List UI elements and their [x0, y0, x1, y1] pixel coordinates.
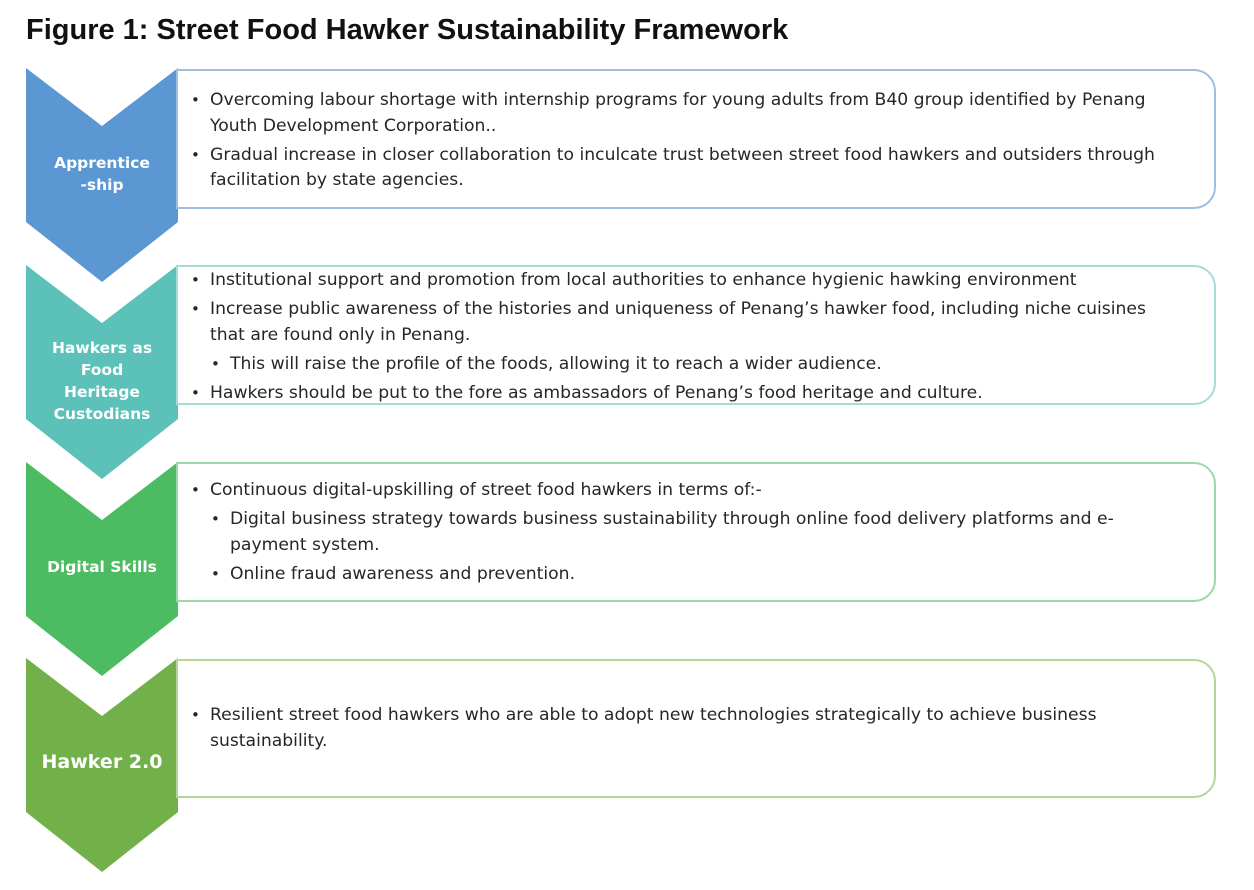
- bullet-list: [178, 478, 1176, 587]
- sub-bullet-item: • This will raise the profile of the foods, allowing it to reach a wider audience.: [178, 352, 1176, 378]
- bullet-list: [178, 268, 1176, 406]
- bullet-list: [178, 88, 1176, 194]
- bullet-item: • Gradual increase in closer collaboration to inculcate trust between street food hawkers and outsiders through facilitation by state agencies.: [178, 143, 1176, 194]
- bullet-item: • Resilient street food hawkers who are able to adopt new technologies strategically to achieve business sustainability.: [178, 703, 1176, 754]
- bullet-item: • Continuous digital-upskilling of street food hawkers in terms of:-: [178, 478, 1176, 504]
- stage-label: Apprentice -ship: [54, 154, 150, 194]
- stage-description-box: [176, 69, 1216, 209]
- bullet-item: • Institutional support and promotion from local authorities to enhance hygienic hawking environment: [178, 268, 1176, 294]
- stage-description-box: [176, 462, 1216, 602]
- bullet-item: • Hawkers should be put to the fore as ambassadors of Penang’s food heritage and culture.: [178, 381, 1176, 407]
- stage-description-box: [176, 659, 1216, 798]
- stage-chevron: [26, 658, 178, 872]
- stage-chevron: [26, 462, 178, 676]
- stage-label: Hawkers as Food Heritage Custodians: [51, 339, 153, 423]
- stage-label: Digital Skills: [47, 558, 157, 576]
- bullet-item: • Overcoming labour shortage with internship programs for young adults from B40 group identified by Penang Youth Development Corporation..: [178, 88, 1176, 139]
- stage-chevron: [26, 265, 178, 479]
- sub-bullet-item: • Digital business strategy towards business sustainability through online food delivery platforms and e-payment system.: [178, 507, 1176, 558]
- bullet-list: [178, 703, 1176, 754]
- sub-bullet-item: • Online fraud awareness and prevention.: [178, 562, 1176, 588]
- stage-label: Hawker 2.0: [41, 751, 163, 773]
- figure-title: Figure 1: Street Food Hawker Sustainability Framework: [26, 14, 789, 46]
- bullet-item: • Increase public awareness of the histories and uniqueness of Penang’s hawker food, including niche cuisines that are found only in Penang.: [178, 297, 1176, 348]
- stage-chevron: [26, 68, 178, 282]
- stage-description-box: [176, 265, 1216, 405]
